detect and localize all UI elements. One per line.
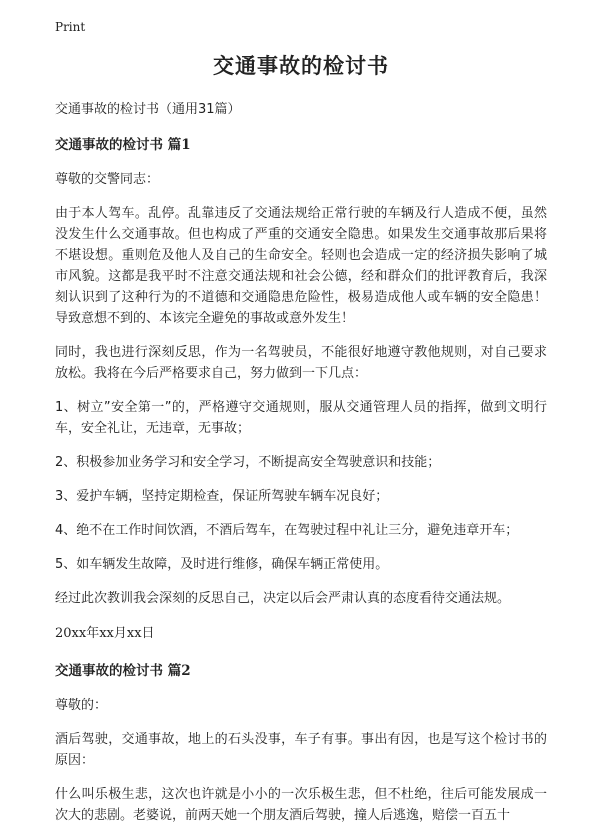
paragraph: 什么叫乐极生悲，这次也许就是小小的一次乐极生悲，但不杜绝，往后可能发展成一次大的悲剧。老婆说，前两天她一个朋友酒后驾驶，撞人后逃逸，赔偿一百五十	[55, 787, 547, 823]
section-heading: 交通事故的检讨书 篇1	[55, 137, 191, 153]
salutation: 尊敬的：	[55, 698, 108, 713]
section-heading: 交通事故的检讨书 篇2	[55, 663, 191, 679]
paragraph: 同时，我也进行深刻反思，作为一名驾驶员，不能很好地遵守教他规则，对自己要求放松。我将在今后严格要求自己，努力做到一下几点：	[55, 345, 547, 381]
document-page	[55, 50, 547, 839]
date-line: 20xx年xx月xx日	[55, 626, 155, 641]
list-item: 2、积极参加业务学习和安全学习，不断提高安全驾驶意识和技能；	[55, 455, 441, 470]
salutation: 尊敬的交警同志：	[55, 172, 160, 187]
section-1	[55, 133, 547, 641]
paragraph: 酒后驾驶，交通事故，地上的石头没事，车子有事。事出有因，也是写这个检讨书的原因：	[55, 732, 547, 768]
list-item: 3、爱护车辆，坚持定期检查，保证所驾驶车辆车况良好；	[55, 489, 389, 504]
document-title: 交通事故的检讨书	[213, 54, 389, 78]
print-link[interactable]: Print	[55, 20, 86, 34]
paragraph: 经过此次教训我会深刻的反思自己，决定以后会严肃认真的态度看待交通法规。	[55, 591, 511, 606]
list-item: 4、绝不在工作时间饮酒，不酒后驾车，在驾驶过程中礼让三分，避免违章开车；	[55, 523, 519, 538]
list-item: 1、树立”安全第一”的，严格遵守交通规则，服从交通管理人员的指挥，做到文明行车，安全礼让，无违章，无事故；	[55, 400, 547, 436]
section-2	[55, 659, 547, 826]
list-item: 5、如车辆发生故障，及时进行维修，确保车辆正常使用。	[55, 557, 389, 572]
document-subtitle: 交通事故的检讨书（通用31篇）	[55, 102, 241, 117]
paragraph: 由于本人驾车。乱停。乱靠违反了交通法规给正常行驶的车辆及行人造成不便，虽然没发生什么交通事故。但也构成了严重的交通安全隐患。如果发生交通事故那后果将不堪设想。重则危及他人及自己的生命安全。轻则也会造成一定的经济损失影响了城市风貌。这都是我平时不注意交通法规和社会公德，经和群众们的批评教育后，我深刻认识到了这种行为的不道德和交通隐患危险性，极易造成他人或车辆的安全隐患！导致意想不到的、本该完全避免的事故或意外发生！	[55, 206, 547, 326]
